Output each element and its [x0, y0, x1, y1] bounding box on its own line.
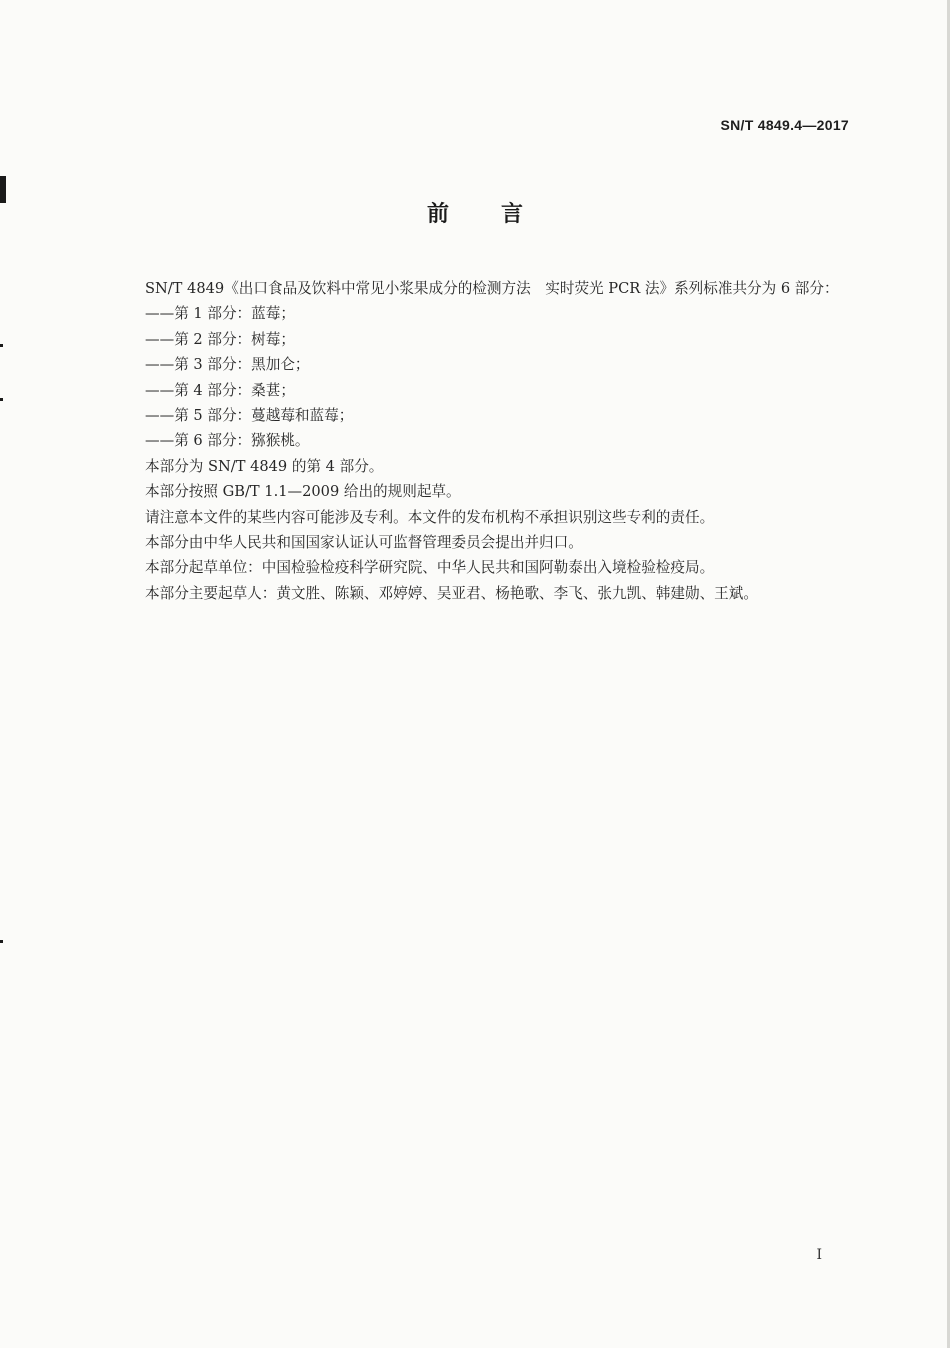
intro-paragraph: SN/T 4849《出口食品及饮料中常见小浆果成分的检测方法 实时荧光 PCR 法》系列标准共分为 6 部分：	[145, 280, 839, 297]
statement-paragraph: 本部分起草单位：中国检验检疫科学研究院、中华人民共和国阿勒泰出入境检验检疫局。	[145, 559, 715, 577]
page-number: I	[816, 1247, 822, 1263]
part-list-item: ——第 4 部分：桑葚；	[145, 381, 295, 399]
statement-paragraph: 本部分由中华人民共和国国家认证认可监督管理委员会提出并归口。	[145, 534, 583, 552]
statement-paragraph: 本部分按照 GB/T 1.1—2009 给出的规则起草。	[145, 483, 461, 501]
statement-paragraph: 本部分主要起草人：黄文胜、陈颖、邓婷婷、吴亚君、杨艳歌、李飞、张九凯、韩建勋、王斌。	[145, 584, 758, 602]
standard-number: SN/T 4849.4—2017	[720, 117, 849, 133]
part-list-item: ——第 5 部分：蔓越莓和蓝莓；	[145, 407, 354, 425]
scan-mark	[0, 398, 3, 401]
scan-mark	[0, 940, 3, 943]
scan-mark	[0, 344, 3, 347]
foreword-body	[113, 276, 853, 606]
statement-paragraph: 请注意本文件的某些内容可能涉及专利。本文件的发布机构不承担识别这些专利的责任。	[145, 508, 715, 526]
page-title: 前言	[426, 202, 575, 227]
part-list-item: ——第 2 部分：树莓；	[145, 330, 295, 348]
statement-paragraph: 本部分为 SN/T 4849 的第 4 部分。	[145, 457, 384, 475]
part-list-item: ——第 1 部分：蓝莓；	[145, 305, 295, 323]
part-list-item: ——第 6 部分：猕猴桃。	[145, 432, 310, 450]
part-list-item: ——第 3 部分：黑加仑；	[145, 356, 310, 374]
